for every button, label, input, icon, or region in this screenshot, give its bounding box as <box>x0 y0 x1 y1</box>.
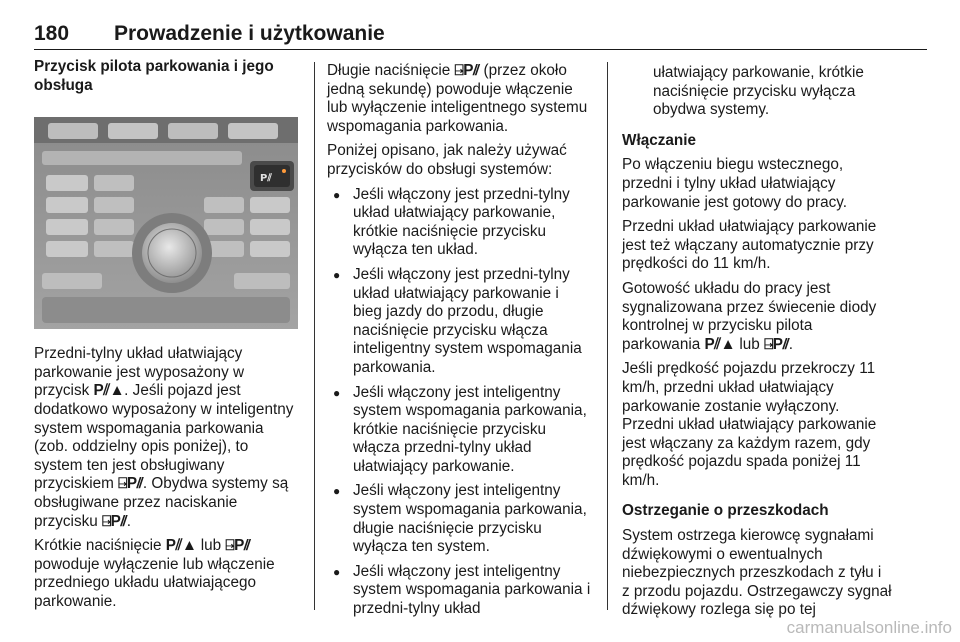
advanced-park-assist-symbol-icon: ⍈P⫽ <box>454 62 480 79</box>
section-heading-activation: Włączanie <box>622 131 696 149</box>
paragraph-usage-intro: Poniżej opisano, jak należy używać przycisków do obsługi systemów: <box>327 142 567 178</box>
parking-button-photo <box>34 117 298 329</box>
column-divider <box>607 62 608 610</box>
section-heading-parking-button: Przycisk pilota parkowania i jego obsługa <box>34 58 274 94</box>
header-rule <box>34 49 927 50</box>
usage-list <box>327 186 591 619</box>
advanced-park-assist-symbol-icon: ⍈P⫽ <box>102 512 127 530</box>
park-assist-symbol-icon: P⫽▲ <box>165 537 197 555</box>
list-item: ● Jeśli włączony jest inteligentny system wspomagania parkowania, długie naciśnięcie przycisku wyłącza ten system. <box>327 482 591 556</box>
column-left <box>34 58 300 618</box>
section-heading-obstacle-warning: Ostrzeganie o przeszkodach <box>622 502 829 520</box>
park-assist-symbol-icon: P⫽▲ <box>704 335 736 353</box>
paragraph-obstacle-warning: System ostrzega kierowcę sygnałami dźwiękowymi o ewentualnych niebezpiecznych przeszkodach z tyłu i z przodu pojazdu. Ostrzegawczy sygnał dźwiękowy rozlega się po tej <box>622 527 892 619</box>
advanced-park-assist-symbol-icon: ⍈P⫽ <box>764 335 789 353</box>
column-divider <box>314 62 315 610</box>
paragraph-short-press: Krótkie naciśnięcie P⫽▲ lub ⍈P⫽ powoduje wyłączenie lub włączenie przedniego układu ułatwiającego parkowanie. <box>34 537 275 610</box>
paragraph-activation: Po włączeniu biegu wstecznego, przedni i tylny układ ułatwiający parkowanie jest gotowy do pracy. <box>622 156 848 211</box>
list-item: ● Jeśli włączony jest inteligentny system wspomagania parkowania, krótkie naciśnięcie przycisku włącza przedni-tylny układ ułatwiający parkowanie. <box>327 384 591 477</box>
list-item: ● Jeśli włączony jest przedni-tylny układ ułatwiający parkowanie, krótkie naciśnięcie przycisku wyłącza ten układ. <box>327 186 591 260</box>
watermark: carmanualsonline.info <box>786 618 952 637</box>
photo-button-label: P⫽ <box>260 173 272 185</box>
advanced-park-assist-symbol-icon: ⍈P⫽ <box>118 475 143 493</box>
column-middle <box>327 62 591 625</box>
paragraph-auto-activation: Przedni układ ułatwiający parkowanie jest też włączany automatycznie przy prędkości do 11 km/h. <box>622 218 877 273</box>
paragraph-speed-limit: Jeśli prędkość pojazdu przekroczy 11 km/h, przedni układ ułatwiający parkowanie zostanie wyłączony. Przedni układ ułatwiający parkowanie jest włączany za każdym razem, gdy prędkość pojazdu spada poniżej 11 km/h. <box>622 360 877 489</box>
paragraph-long-press: Długie naciśnięcie ⍈P⫽ (przez około jedną sekundę) powoduje włączenie lub wyłączenie inteligentnego systemu wspomagania parkowania. <box>327 62 588 135</box>
list-item-continuation: ułatwiający parkowanie, krótkie naciśnięcie przycisku wyłącza obydwa systemy. <box>653 64 864 119</box>
list-item: ● Jeśli włączony jest inteligentny system wspomagania parkowania i przedni-tylny układ <box>327 563 591 619</box>
paragraph-readiness: Gotowość układu do pracy jest sygnalizowana przez świecenie diody kontrolnej w przycisku pilota parkowania P⫽▲ lub ⍈P⫽. <box>622 279 877 353</box>
advanced-park-assist-symbol-icon: ⍈P⫽ <box>225 537 251 555</box>
page-number: 180 <box>34 22 70 45</box>
paragraph-button-intro: Przedni-tylny układ ułatwiający parkowanie jest wyposażony w przycisk P⫽▲. Jeśli pojazd jest dodatkowo wyposażony w inteligentny system wspomagania parkowania (zob. oddzielny opis poniżej), to system ten jest obsługiwany przyciskiem ⍈P⫽. Obydwa systemy są obsługiwane przez naciskanie przycisku ⍈P⫽. <box>34 345 294 530</box>
list-item: ● Jeśli włączony jest przedni-tylny układ ułatwiający parkowanie i bieg jazdy do przodu, długie naciśnięcie przycisku włącza inteligentny system wspomagania parkowania. <box>327 266 591 378</box>
page-header <box>34 22 927 52</box>
park-assist-symbol-icon: P⫽▲ <box>93 382 125 400</box>
column-right <box>622 64 892 626</box>
chapter-title: Prowadzenie i użytkowanie <box>114 22 385 45</box>
